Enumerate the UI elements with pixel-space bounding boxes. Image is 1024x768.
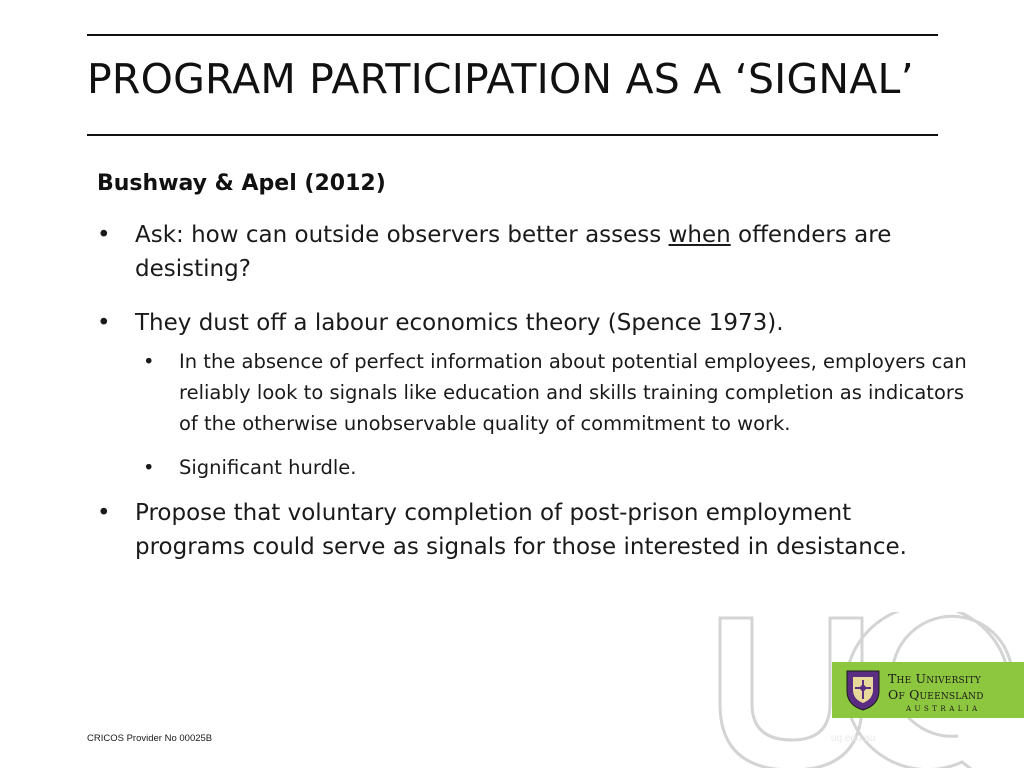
- reference-heading: Bushway & Apel (2012): [97, 171, 386, 196]
- bullet-marker: •: [97, 310, 111, 336]
- sub-bullet-text: Significant hurdle.: [179, 456, 357, 479]
- bullet-text: They dust off a labour economics theory (Spence 1973).: [135, 310, 784, 336]
- sub-bullet-item: [97, 346, 969, 439]
- bullet-marker: •: [97, 500, 111, 526]
- cricos-footer: CRICOS Provider No 00025B: [87, 733, 213, 744]
- bullet-item: [97, 496, 915, 564]
- title-top-rule: [87, 34, 938, 36]
- bullet-list: [97, 218, 967, 584]
- sub-bullet-marker: •: [143, 350, 155, 373]
- sub-bullet-marker: •: [143, 456, 155, 479]
- slide-title: PROGRAM PARTICIPATION AS A ‘SIGNAL’: [87, 55, 914, 103]
- logo-line-2: Of Queensland: [888, 687, 984, 702]
- bullet-item: [97, 218, 915, 286]
- title-bottom-rule: [87, 134, 938, 136]
- sub-bullet-text: In the absence of perfect information about potential employees, employers can reliably look to signals like education and skills training completion as indicators of the otherwise unobservable quality of commitment to work.: [179, 350, 967, 435]
- uq-crest-icon: [844, 669, 882, 711]
- sub-bullet-item: [97, 452, 969, 483]
- logo-line-3: AUSTRALIA: [906, 705, 981, 713]
- university-logo: [832, 662, 1024, 718]
- logo-line-1: The University: [888, 671, 982, 686]
- university-wordmark: [888, 671, 984, 715]
- bullet-text: Ask: how can outside observers better assess: [135, 222, 669, 248]
- bullet-marker: •: [97, 222, 111, 248]
- underlined-word: when: [668, 222, 731, 248]
- sub-bullet-list: [97, 346, 967, 483]
- website-footer: uq.edu.au: [831, 733, 876, 744]
- bullet-text: Propose that voluntary completion of post-prison employment programs could serve as signals for those interested in desistance.: [135, 500, 907, 560]
- bullet-text: offenders are desisting?: [135, 222, 892, 282]
- bullet-item: [97, 306, 915, 340]
